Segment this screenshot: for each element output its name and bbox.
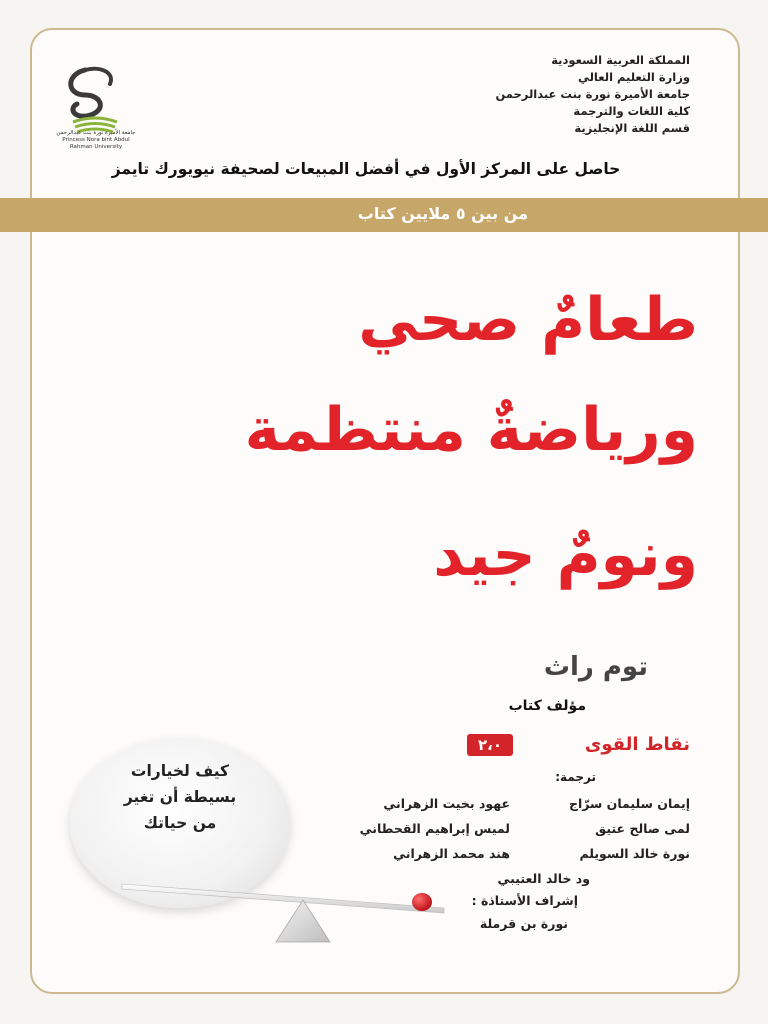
author-role: مؤلف كتاب <box>508 698 586 714</box>
translator-name: هند محمد الزهراني <box>393 846 510 861</box>
translator-name: عهود بخيت الزهراني <box>383 796 510 811</box>
author-name: توم راث <box>543 652 648 682</box>
supervision-label: إشراف الأستاذة : <box>471 893 578 908</box>
translator-name: نورة خالد السويلم <box>579 846 690 861</box>
title-line-2: ورياضةٌ منتظمة <box>244 395 698 465</box>
tagline-text <box>82 758 278 836</box>
institution-line: وزارة التعليم العالي <box>577 70 690 84</box>
translator-name: ود خالد العتيبي <box>497 871 590 886</box>
edition-badge: ٢،٠ <box>467 734 513 756</box>
logo-caption-ar: جامعة الأميرة نورة بنت عبدالرحمن <box>56 130 136 136</box>
tagline-line: من حياتك <box>143 814 217 832</box>
institution-block <box>495 52 690 137</box>
title-line-1: طعامٌ صحي <box>358 285 698 355</box>
band-text: من بين ٥ ملايين كتاب <box>357 204 528 223</box>
seesaw-plank <box>122 884 444 913</box>
translation-label: ترجمة: <box>555 770 596 784</box>
title-line-3: ونومٌ جيد <box>433 520 698 590</box>
institution-line: جامعة الأميرة نورة بنت عبدالرحمن <box>495 87 690 101</box>
bestseller-note: حاصل على المركز الأول في أفضل المبيعات لصحيفة نيويورك تايمز <box>111 160 621 178</box>
seesaw-illustration <box>118 880 448 960</box>
logo-caption <box>52 130 140 151</box>
translator-name: لمى صالح عتيق <box>595 821 690 836</box>
translator-name: إيمان سليمان سرّاج <box>568 796 690 811</box>
logo-caption-en: Princess Nora bint Abdul Rahman University <box>62 137 130 150</box>
previous-book-title: نقاط القوى <box>584 734 690 755</box>
red-ball-icon <box>412 893 432 911</box>
seesaw-fulcrum <box>276 900 330 942</box>
tagline-line: بسيطة أن تغير <box>123 788 237 806</box>
institution-line: المملكة العربية السعودية <box>551 53 690 67</box>
translator-name: لميس إبراهيم القحطاني <box>359 821 510 836</box>
tagline-line: كيف لخيارات <box>130 762 230 780</box>
institution-line: قسم اللغة الإنجليزية <box>574 121 690 135</box>
supervisor-name: نورة بن قرملة <box>479 916 568 931</box>
institution-line: كلية اللغات والترجمة <box>573 104 690 118</box>
